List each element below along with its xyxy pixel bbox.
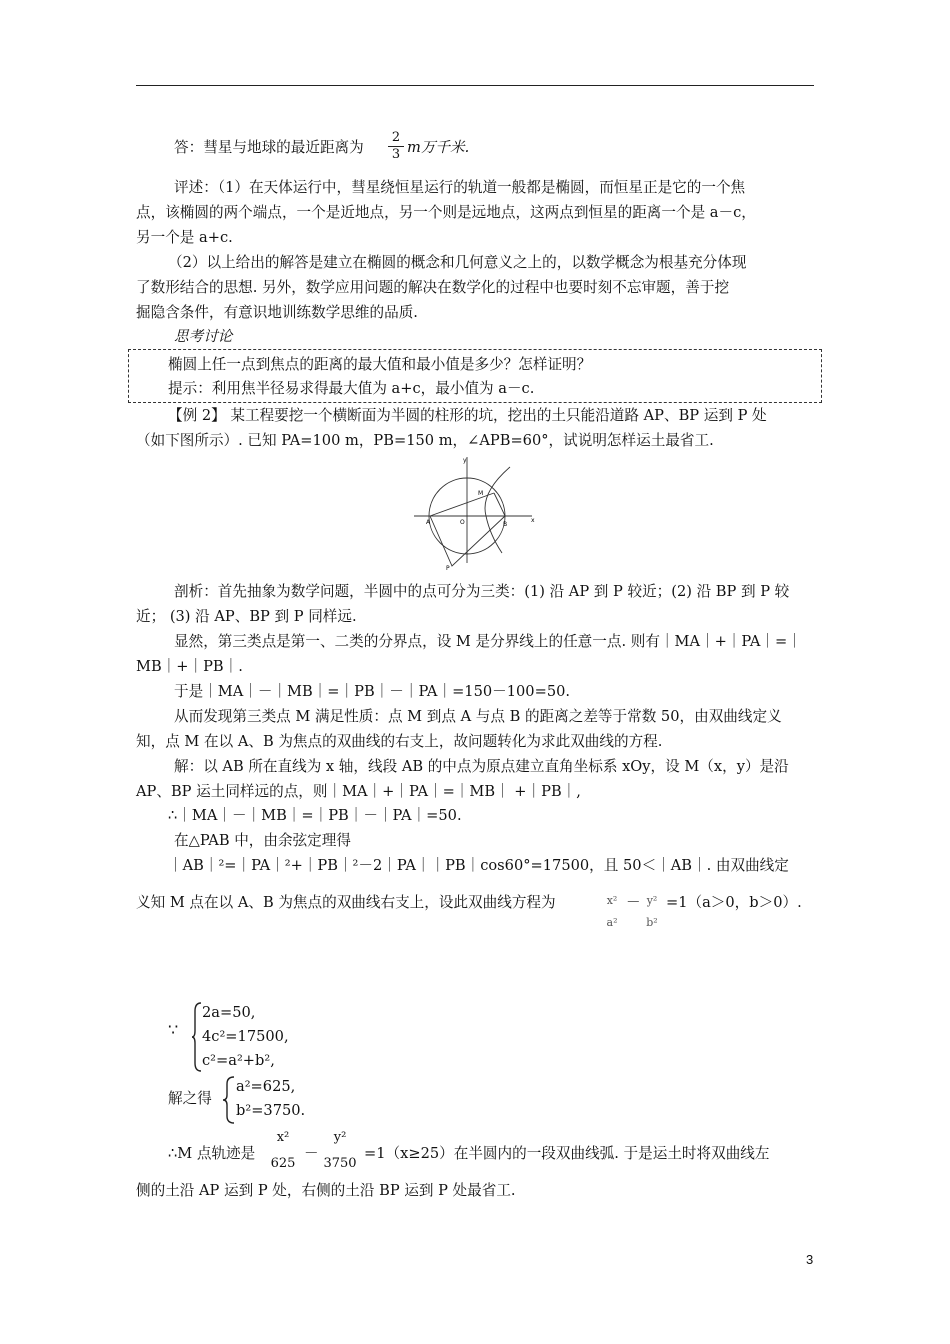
triangle-apb <box>430 516 508 566</box>
final-line-prefix: ∴M 点轨迹是 <box>168 1145 256 1162</box>
system2-eq1: a²=625, <box>236 1078 296 1095</box>
obvious-line1: 显然，第三类点是第一、二类的分界点，设 M 是分界线上的任意一点. 则有｜MA｜+｜PA｜=｜ <box>174 633 802 650</box>
semicircle-figure <box>410 453 540 573</box>
label-b: B <box>503 521 508 528</box>
comment2-line2: 了数形结合的思想. 另外，数学应用问题的解决在数学化的过程中也要时刻不忘审题，善于挖 <box>136 279 730 296</box>
then-line: 于是｜MA｜－｜MB｜=｜PB｜－｜PA｜=150－100=50. <box>174 683 571 700</box>
triangle-line: 在△PAB 中，由余弦定理得 <box>174 832 351 849</box>
example2-line1: 【例 2】 某工程要挖一个横断面为半圆的柱形的坑，挖出的土只能沿道路 AP、BP 运到 P 处 <box>168 407 767 424</box>
comment2-line3: 掘隐含条件，有意识地训练数学思维的品质. <box>136 304 418 321</box>
line-am <box>430 493 494 516</box>
label-y: y <box>463 457 467 464</box>
page-number: 3 <box>806 1252 814 1267</box>
think-title: 思考讨论 <box>174 328 233 345</box>
comment1-line2: 点，该椭圆的两个端点，一个是近地点，另一个则是远地点，这两点到恒星的距离一个是 a－c， <box>136 204 756 221</box>
solution-line2: AP、BP 运土同样远的点，则｜MA｜+｜PA｜=｜MB｜ +｜PB｜, <box>136 783 581 800</box>
example2-line2: （如下图所示）. 已知 PA=100 m，PB=150 m，∠APB=60°，试说明怎样运土最省工. <box>136 432 714 449</box>
system1-eq1: 2a=50, <box>202 1004 256 1021</box>
label-a: A <box>426 519 431 526</box>
comment1-line1: 评述：（1）在天体运行中，彗星绕恒星运行的轨道一般都是椭圆，而恒星正是它的一个焦 <box>174 179 746 196</box>
final-line-suffix: =1（x≥25）在半圆内的一段双曲线弧. 于是运土时将双曲线左 <box>364 1145 770 1162</box>
find-line2: 知，点 M 在以 A、B 为焦点的双曲线的右支上，故问题转化为求此双曲线的方程. <box>136 733 663 750</box>
think-question: 椭圆上任一点到焦点的距离的最大值和最小值是多少？怎样证明？ <box>168 356 592 373</box>
comment2-line1: （2）以上给出的解答是建立在椭圆的概念和几何意义之上的，以数学概念为根基充分体现 <box>168 254 747 271</box>
analysis-line1: 剖析：首先抽象为数学问题，半圆中的点可分为三类：(1) 沿 AP 到 P 较近；(2) 沿 BP 到 P 较 <box>174 583 790 600</box>
solution-line1: 解：以 AB 所在直线为 x 轴，线段 AB 的中点为原点建立直角坐标系 xOy，设 M（x，y）是沿 <box>174 758 789 775</box>
system1-eq3: c²=a²+b², <box>202 1052 275 1069</box>
minus-sign: － <box>626 894 641 911</box>
label-p: P <box>446 565 450 572</box>
answer-fraction: $\frac{2}{3}$ <box>388 130 404 163</box>
solve-label: 解之得 <box>168 1090 212 1107</box>
label-x: x <box>531 517 535 524</box>
analysis-line2: 近； (3) 沿 AP、BP 到 P 同样远. <box>136 608 357 625</box>
answer-suffix: m万千米. <box>407 139 470 156</box>
cosine-line1: ｜AB｜²=｜PA｜²+｜PB｜²－2｜PA｜｜PB｜cos60°=17500，且 50＜｜AB｜. 由双曲线定 <box>168 857 789 874</box>
obvious-line2: MB｜+｜PB｜. <box>136 658 243 675</box>
fraction-y2-3750: y² 3750 <box>323 1130 357 1171</box>
therefore-line: ∴｜MA｜－｜MB｜=｜PB｜－｜PA｜=50. <box>168 807 462 824</box>
brace-system2 <box>222 1075 236 1125</box>
answer-text: 答：彗星与地球的最近距离为 <box>174 139 364 156</box>
system2-eq2: b²=3750. <box>236 1102 306 1119</box>
system1-eq2: 4c²=17500, <box>202 1028 289 1045</box>
because-symbol: ∵ <box>168 1020 179 1039</box>
find-line1: 从而发现第三类点 M 满足性质：点 M 到点 A 与点 B 的距离之差等于常数 50，由双曲线定义 <box>174 708 782 725</box>
header-rule <box>136 85 814 86</box>
fraction-x2-625: x² 625 <box>270 1130 296 1171</box>
final-line2: 侧的土沿 AP 运到 P 处，右侧的土沿 BP 运到 P 处最省工. <box>136 1182 516 1199</box>
final-minus: － <box>304 1145 319 1162</box>
think-hint: 提示：利用焦半径易求得最大值为 a+c，最小值为 a－c. <box>168 380 535 397</box>
hyperbola-branch <box>485 467 510 553</box>
cosine-line2: 义知 M 点在以 A、B 为焦点的双曲线右支上，设此双曲线方程为 <box>136 894 556 911</box>
fraction-x2-a2: x² a² <box>606 894 618 929</box>
label-m: M <box>478 490 484 497</box>
label-o: O <box>460 519 465 526</box>
equation-suffix: =1（a＞0，b＞0）. <box>666 894 802 911</box>
comment1-line3: 另一个是 a+c. <box>136 229 233 246</box>
fraction-y2-b2: y² b² <box>646 894 658 929</box>
